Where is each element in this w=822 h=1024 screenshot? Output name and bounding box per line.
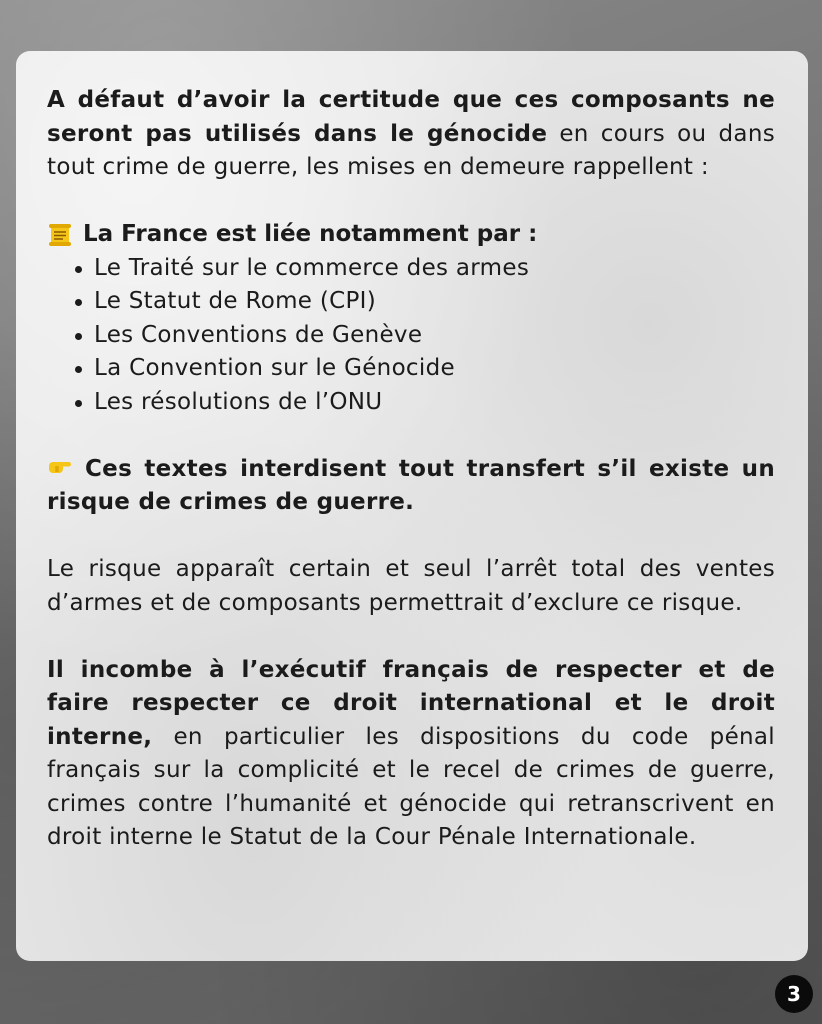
intro-text: en cours ou dans tout crime de guerre, les mises en demeure rappellent :	[47, 120, 775, 180]
list-item: Les Conventions de Genève	[75, 319, 775, 353]
obligations-heading	[47, 218, 775, 252]
intro-bold-text: A défaut d’avoir la certitude que ces composants ne seront pas utilisés dans le génocide	[47, 87, 775, 147]
obligation-paragraph	[47, 654, 775, 855]
prohibition-text: Ces textes interdisent tout transfert s’il existe un risque de crimes de guerre.	[47, 455, 775, 515]
list-item: Le Statut de Rome (CPI)	[75, 285, 775, 319]
list-item: Le Traité sur le commerce des armes	[75, 252, 775, 286]
risk-paragraph: Le risque apparaît certain et seul l’arrêt total des ventes d’armes et de composants permettrait d’exclure ce risque.	[47, 556, 775, 616]
obligation-bold-text: Il incombe à l’exécutif français de respecter et de faire respecter ce droit international et le droit interne,	[47, 656, 775, 750]
intro-paragraph	[47, 84, 775, 185]
content-card	[16, 51, 808, 961]
list-item: Les résolutions de l’ONU	[75, 386, 775, 420]
treaty-list	[47, 252, 775, 420]
prohibition-paragraph	[47, 453, 775, 520]
obligation-text: en particulier les dispositions du code pénal français sur la complicité et le recel de crimes de guerre, crimes contre l’humanité et génocide qui retranscrivent en droit interne le Statut de la Cour Pénale Internationale.	[47, 723, 775, 850]
pointing-hand-icon	[47, 453, 73, 479]
page-number-badge: 3	[775, 975, 813, 1013]
obligations-heading-label: La France est liée notamment par :	[83, 221, 538, 247]
scroll-icon	[47, 222, 73, 248]
list-item: La Convention sur le Génocide	[75, 352, 775, 386]
